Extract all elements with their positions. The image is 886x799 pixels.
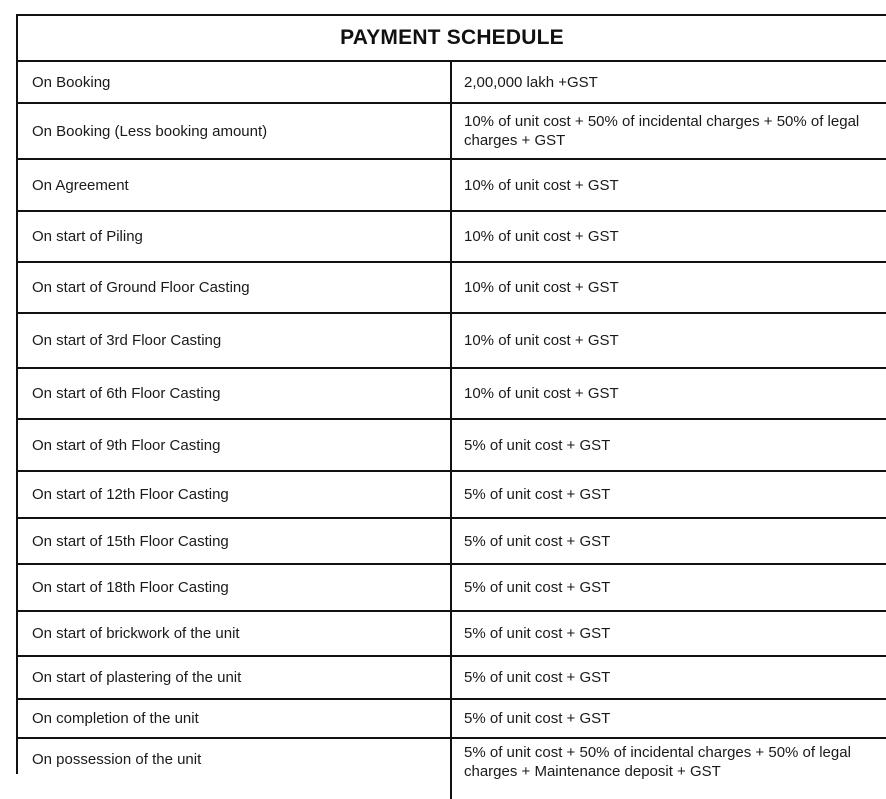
amount-cell: 10% of unit cost + GST: [464, 176, 619, 194]
payment-schedule-table: [16, 14, 886, 780]
table-row: [18, 314, 886, 369]
table-row: [18, 612, 886, 657]
stage-cell: On start of 9th Floor Casting: [18, 420, 452, 470]
table-row: [18, 263, 886, 314]
stage-cell: On start of 6th Floor Casting: [18, 369, 452, 418]
stage-cell: On start of Ground Floor Casting: [18, 263, 452, 312]
amount-cell: 10% of unit cost + GST: [464, 228, 619, 245]
amount-cell: 5% of unit cost + GST: [464, 436, 611, 454]
amount-cell: 10% of unit cost + GST: [464, 385, 619, 402]
stage-cell: On Booking (Less booking amount): [18, 104, 452, 158]
table-row: [18, 104, 886, 160]
amount-cell: 5% of unit cost + GST: [464, 669, 611, 686]
table-title: PAYMENT SCHEDULE: [18, 16, 886, 62]
amount-cell: 5% of unit cost + 50% of incidental charges + 50% of legal charges + Maintenance deposit + GST: [464, 744, 851, 780]
stage-cell: On completion of the unit: [18, 700, 452, 737]
amount-cell: 5% of unit cost + GST: [464, 625, 611, 642]
table-row: [18, 472, 886, 519]
amount-cell: 2,00,000 lakh +GST: [464, 73, 598, 91]
table-row: [18, 739, 886, 799]
stage-cell: On Agreement: [18, 160, 452, 210]
amount-cell: 5% of unit cost + GST: [464, 532, 611, 550]
stage-cell: On start of 3rd Floor Casting: [18, 314, 452, 367]
table-row: [18, 212, 886, 263]
stage-cell: On start of 12th Floor Casting: [18, 472, 452, 517]
table-row: [18, 519, 886, 565]
table-row: [18, 420, 886, 472]
table-row: [18, 700, 886, 739]
table-row: [18, 62, 886, 104]
table-row: [18, 160, 886, 212]
stage-cell: On start of plastering of the unit: [18, 657, 452, 698]
amount-cell: 5% of unit cost + GST: [464, 710, 611, 727]
stage-cell: On Booking: [18, 62, 452, 102]
stage-cell: On start of Piling: [18, 212, 452, 261]
stage-cell: On possession of the unit: [18, 739, 452, 799]
amount-cell: 5% of unit cost + GST: [464, 579, 611, 596]
amount-cell: 10% of unit cost + 50% of incidental charges + 50% of legal charges + GST: [464, 113, 860, 149]
table-row: [18, 565, 886, 612]
stage-cell: On start of 15th Floor Casting: [18, 519, 452, 563]
amount-cell: 5% of unit cost + GST: [464, 486, 611, 503]
stage-cell: On start of 18th Floor Casting: [18, 565, 452, 610]
table-row: [18, 657, 886, 700]
table-row: [18, 369, 886, 420]
amount-cell: 10% of unit cost + GST: [464, 332, 619, 349]
amount-cell: 10% of unit cost + GST: [464, 279, 619, 296]
stage-cell: On start of brickwork of the unit: [18, 612, 452, 655]
